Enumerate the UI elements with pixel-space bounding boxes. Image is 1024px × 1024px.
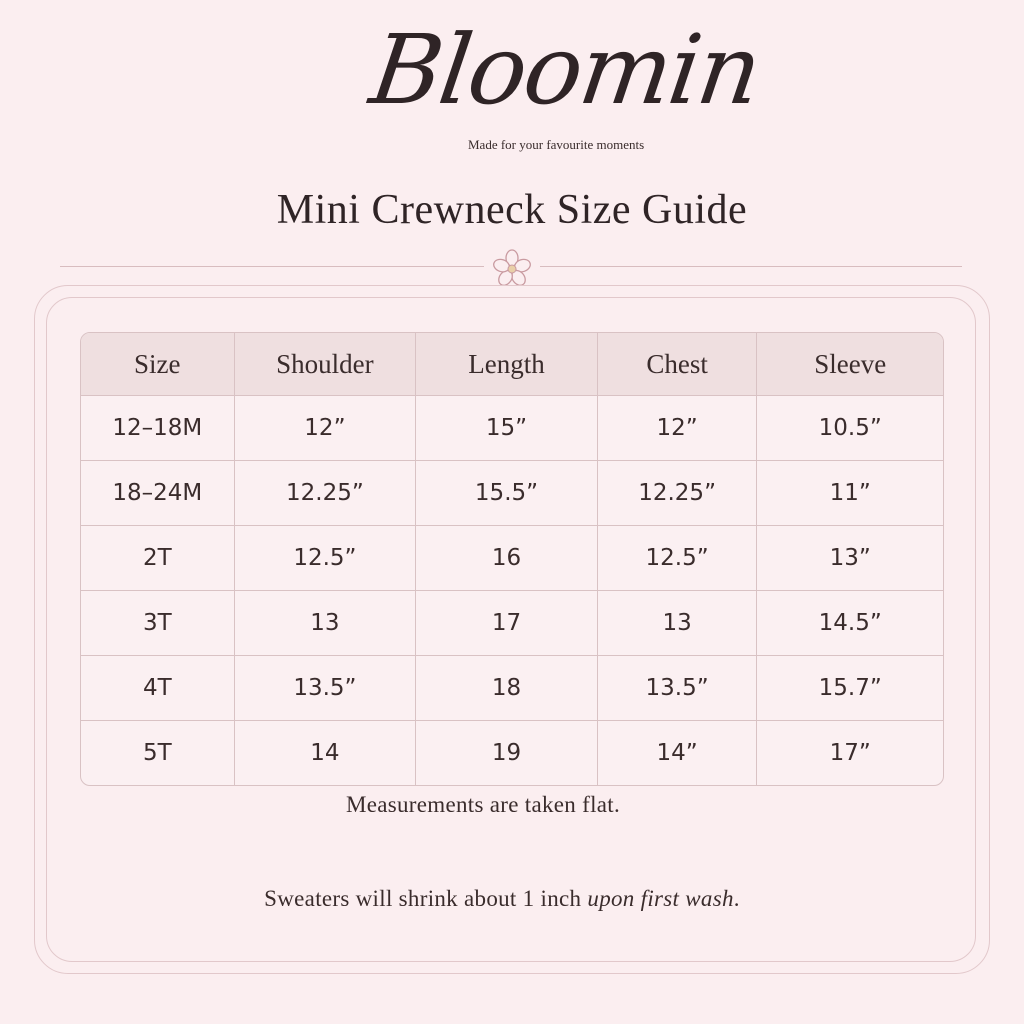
shoulder-cell: 14 [235, 720, 417, 785]
length-cell: 17 [416, 590, 598, 655]
column-header-chest: Chest [598, 333, 758, 395]
table-row [81, 590, 943, 655]
shoulder-cell: 12.5” [235, 525, 417, 590]
table-row [81, 460, 943, 525]
divider-right [540, 266, 962, 267]
chest-cell: 14” [598, 720, 758, 785]
measurement-note: Measurements are taken flat. [345, 792, 621, 817]
size-cell: 5T [81, 720, 235, 785]
shoulder-cell: 13 [235, 590, 417, 655]
shoulder-cell: 13.5” [235, 655, 417, 720]
chest-cell: 12.25” [598, 460, 758, 525]
size-table [80, 332, 944, 786]
brand-tagline: Made for your favourite moments [468, 137, 645, 152]
sleeve-cell: 10.5” [757, 395, 943, 460]
table-row [81, 395, 943, 460]
chest-cell: 13 [598, 590, 758, 655]
chest-cell: 12.5” [598, 525, 758, 590]
shrink-note [0, 886, 1004, 912]
shrink-note-suffix: . [733, 886, 740, 911]
size-cell: 18–24M [81, 460, 235, 525]
length-cell: 19 [416, 720, 598, 785]
length-cell: 15.5” [416, 460, 598, 525]
table-header-row [81, 333, 943, 395]
table-row [81, 655, 943, 720]
size-cell: 3T [81, 590, 235, 655]
shoulder-cell: 12” [235, 395, 417, 460]
sleeve-cell: 14.5” [757, 590, 943, 655]
chest-cell: 13.5” [598, 655, 758, 720]
size-cell: 12–18M [81, 395, 235, 460]
shoulder-cell: 12.25” [235, 460, 417, 525]
column-header-length: Length [416, 333, 598, 395]
brand-logo: Bloomin [364, 14, 767, 126]
column-header-size: Size [81, 333, 235, 395]
brand-header [0, 0, 1024, 170]
length-cell: 16 [416, 525, 598, 590]
shrink-note-emphasis: upon first wash [587, 886, 734, 911]
chest-cell: 12” [598, 395, 758, 460]
length-cell: 18 [416, 655, 598, 720]
column-header-shoulder: Shoulder [235, 333, 417, 395]
sleeve-cell: 13” [757, 525, 943, 590]
sleeve-cell: 11” [757, 460, 943, 525]
table-row [81, 525, 943, 590]
table-row [81, 720, 943, 785]
sleeve-cell: 15.7” [757, 655, 943, 720]
sleeve-cell: 17” [757, 720, 943, 785]
length-cell: 15” [416, 395, 598, 460]
shrink-note-prefix: Sweaters will shrink about 1 inch [264, 886, 588, 911]
size-cell: 2T [81, 525, 235, 590]
size-cell: 4T [81, 655, 235, 720]
column-header-sleeve: Sleeve [757, 333, 943, 395]
divider-left [60, 266, 484, 267]
page-title: Mini Crewneck Size Guide [276, 187, 748, 233]
